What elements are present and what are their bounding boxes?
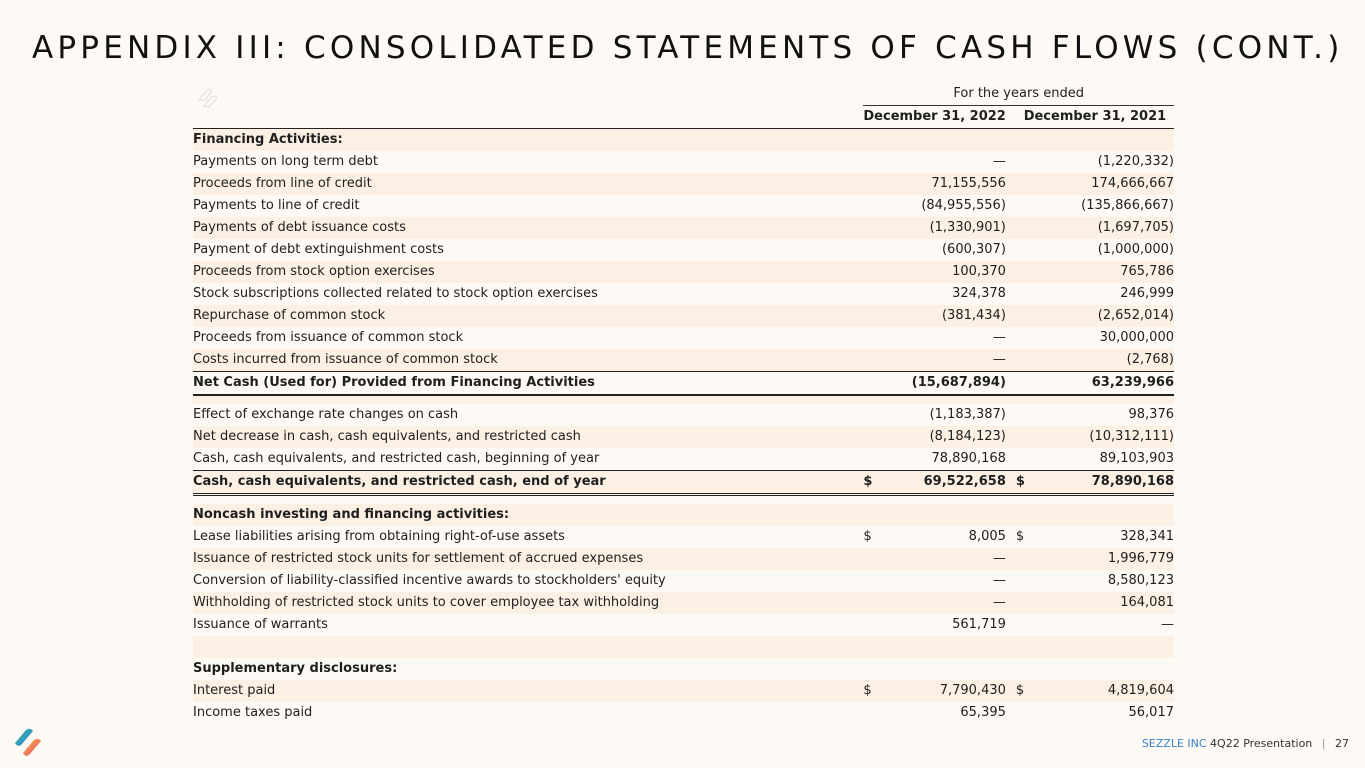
total-row: Net Cash (Used for) Provided from Financing Activities (15,687,894) 63,239,966 [193,372,1174,396]
col-2021-header: December 31, 2021 [1023,109,1167,124]
cash-flow-table [193,83,1174,724]
table-row: Proceeds from line of credit 71,155,556 174,666,667 [193,173,1174,195]
table-row: Payments to line of credit (84,955,556) (135,866,667) [193,198,1174,213]
page-title: APPENDIX III: CONSOLIDATED STATEMENTS OF CASH FLOWS (CONT.) [32,30,1344,66]
period-label: For the years ended [863,83,1174,106]
col-2022-header: December 31, 2022 [863,109,1006,124]
table-row: Net decrease in cash, cash equivalents, and restricted cash (8,184,123) (10,312,111) [193,426,1174,448]
section-heading: Noncash investing and financing activities: [193,504,1174,526]
sezzle-logo-icon [12,726,44,758]
page-number: 27 [1335,737,1349,750]
table-row: Repurchase of common stock (381,434) (2,652,014) [193,305,1174,327]
total-row: Cash, cash equivalents, and restricted cash, end of year $ 69,522,658 $ 78,890,168 [193,471,1174,495]
table-row: Payments on long term debt — (1,220,332) [193,154,1174,169]
table-row: Income taxes paid 65,395 56,017 [193,705,1174,720]
table-row: Stock subscriptions collected related to stock option exercises 324,378 246,999 [193,286,1174,301]
table-row: Withholding of restricted stock units to cover employee tax withholding — 164,081 [193,592,1174,614]
table-row: Issuance of restricted stock units for settlement of accrued expenses — 1,996,779 [193,548,1174,570]
section-heading: Supplementary disclosures: [193,661,398,676]
footer [1142,737,1349,750]
table-row: Interest paid $ 7,790,430 $ 4,819,604 [193,680,1174,702]
section-heading: Financing Activities: [193,129,1174,152]
table-row: Costs incurred from issuance of common stock — (2,768) [193,349,1174,372]
table-row: Payment of debt extinguishment costs (600,307) (1,000,000) [193,242,1174,257]
table-row: Payments of debt issuance costs (1,330,901) (1,697,705) [193,217,1174,239]
table-row: Conversion of liability-classified incentive awards to stockholders' equity — 8,580,123 [193,573,1174,588]
table-row: Proceeds from issuance of common stock — 30,000,000 [193,330,1174,345]
footer-brand: SEZZLE INC [1141,737,1207,750]
table-row: Effect of exchange rate changes on cash (1,183,387) 98,376 [193,407,1174,422]
blank-row [193,636,1174,658]
table-row: Cash, cash equivalents, and restricted cash, beginning of year 78,890,168 89,103,903 [193,451,1174,466]
footer-separator: | [1321,737,1326,750]
table-row: Lease liabilities arising from obtaining right-of-use assets $ 8,005 $ 328,341 [193,529,1174,544]
footer-deck: 4Q22 Presentation [1210,737,1313,750]
table-row: Issuance of warrants 561,719 — [193,617,1174,632]
table-row: Proceeds from stock option exercises 100,370 765,786 [193,261,1174,283]
